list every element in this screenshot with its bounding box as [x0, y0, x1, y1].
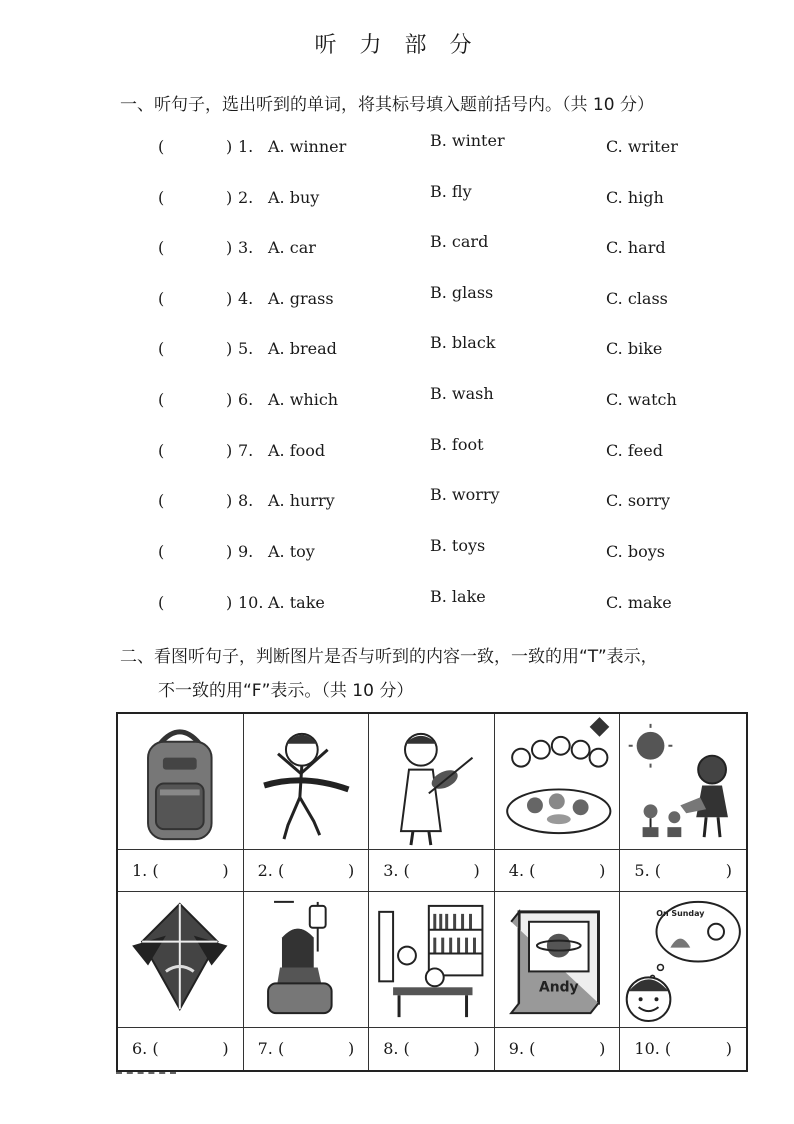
answer-label: 8. (: [383, 1039, 410, 1058]
option-b: B. worry: [430, 485, 500, 504]
question-number: 10.: [238, 593, 264, 612]
question-row: [158, 486, 718, 516]
section1-heading: 一、听句子，选出听到的单词，将其标号填入题前括号内。（共 10 分）: [120, 95, 654, 115]
answer-bracket-right: ): [226, 491, 233, 510]
answer-bracket-left[interactable]: (: [158, 390, 165, 409]
answer-bracket-right: ): [222, 1039, 229, 1058]
question-row: [158, 284, 718, 314]
picture-cell-2: [244, 714, 370, 850]
answer-label: 5. (: [634, 861, 661, 880]
option-c: C. make: [606, 593, 672, 612]
option-a: A. take: [268, 593, 325, 612]
question-row: [158, 385, 718, 415]
answer-label: 10. (: [634, 1039, 672, 1058]
question-row: [158, 334, 718, 364]
answer-bracket-left[interactable]: (: [158, 542, 165, 561]
option-a: A. which: [268, 390, 339, 409]
question-number: 6.: [238, 390, 254, 409]
answer-bracket-right: ): [599, 1039, 606, 1058]
picture-cell-5: [620, 714, 746, 850]
answer-bracket-right: ): [347, 1039, 355, 1058]
option-b: B. black: [430, 333, 496, 352]
option-a: A. bread: [268, 339, 337, 358]
answer-bracket-right: ): [725, 861, 732, 880]
answer-bracket-right: ): [473, 861, 480, 880]
option-c: C. writer: [606, 137, 678, 156]
picture-cell-7: [244, 892, 370, 1028]
answer-bracket-right: ): [222, 861, 229, 880]
answer-cell-4[interactable]: [495, 850, 621, 892]
question-row: [158, 233, 718, 263]
option-c: C. bike: [606, 339, 663, 358]
answer-bracket-left[interactable]: (: [158, 188, 165, 207]
answer-bracket-left[interactable]: (: [158, 238, 165, 257]
option-a: A. food: [268, 441, 326, 460]
picture-cell-9: [495, 892, 621, 1028]
question-number: 2.: [238, 188, 254, 207]
picture-cell-8: [369, 892, 495, 1028]
answer-label: 4. (: [508, 861, 536, 880]
answer-bracket-right: ): [226, 289, 233, 308]
option-b: B. foot: [430, 435, 484, 454]
answer-bracket-right: ): [473, 1039, 480, 1058]
option-c: C. class: [606, 289, 668, 308]
option-a: A. buy: [268, 188, 320, 207]
answer-label: 1. (: [132, 861, 159, 880]
question-number: 7.: [238, 441, 254, 460]
picture-cell-6: [118, 892, 244, 1028]
answer-cell-8[interactable]: [369, 1028, 495, 1070]
answer-bracket-right: ): [226, 137, 233, 156]
answer-label: 3. (: [383, 861, 410, 880]
girl-watering-flowers-icon: [620, 714, 746, 849]
answer-label: 2. (: [257, 861, 285, 880]
answer-label: 7. (: [257, 1039, 285, 1058]
reading-library-icon: [369, 892, 494, 1027]
option-c: C. watch: [606, 390, 677, 409]
book-title: Andy: [538, 979, 579, 996]
answer-cell-3[interactable]: [369, 850, 495, 892]
picture-cell-4: [495, 714, 621, 850]
option-b: B. card: [430, 232, 489, 251]
answer-label: 6. (: [132, 1039, 159, 1058]
answer-bracket-left[interactable]: (: [158, 137, 165, 156]
thought-text: On Sunday: [656, 908, 705, 918]
picture-cell-3: [369, 714, 495, 850]
option-c: C. feed: [606, 441, 663, 460]
section2-heading: [120, 640, 760, 708]
answer-bracket-right: ): [725, 1039, 732, 1058]
question-number: 5.: [238, 339, 254, 358]
answer-cell-7[interactable]: [244, 1028, 370, 1070]
question-row: [158, 436, 718, 466]
option-b: B. winter: [430, 131, 505, 150]
option-b: B. lake: [430, 587, 486, 606]
answer-bracket-right: ): [226, 238, 233, 257]
book-icon: [495, 892, 620, 1027]
answer-bracket-right: ): [226, 593, 233, 612]
question-row: [158, 132, 718, 162]
picture-cell-10: [620, 892, 746, 1028]
footer-divider: [116, 1072, 176, 1074]
option-a: A. winner: [268, 137, 347, 156]
option-b: B. fly: [430, 182, 472, 201]
question-row: [158, 183, 718, 213]
section2-heading-line2: 不一致的用“F”表示。（共 10 分）: [158, 681, 414, 701]
question-number: 1.: [238, 137, 254, 156]
answer-label: 9. (: [508, 1039, 536, 1058]
answer-bracket-right: ): [226, 542, 233, 561]
backpack-icon: [118, 714, 243, 849]
question-number: 8.: [238, 491, 254, 510]
section2-heading-line1: 二、看图听句子，判断图片是否与听到的内容一致，一致的用“T”表示，: [120, 647, 658, 667]
question-number: 3.: [238, 238, 254, 257]
question-row: [158, 588, 718, 618]
question-number: 4.: [238, 289, 254, 308]
answer-cell-9[interactable]: [495, 1028, 621, 1070]
answer-bracket-right: ): [226, 441, 233, 460]
answer-cell-6[interactable]: [118, 1028, 244, 1070]
question-row: [158, 537, 718, 567]
girl-finish-line-icon: [244, 714, 369, 849]
girl-violin-icon: [369, 714, 494, 849]
option-c: C. high: [606, 188, 664, 207]
family-dinner-icon: [495, 714, 620, 849]
answer-bracket-right: ): [599, 861, 606, 880]
option-b: B. glass: [430, 283, 494, 302]
option-b: B. wash: [430, 384, 494, 403]
option-c: C. boys: [606, 542, 665, 561]
answer-bracket-left[interactable]: (: [158, 339, 165, 358]
picture-cell-1: [118, 714, 244, 850]
answer-cell-5[interactable]: [620, 850, 746, 892]
option-c: C. sorry: [606, 491, 671, 510]
option-a: A. toy: [268, 542, 315, 561]
sick-girl-drip-icon: [244, 892, 369, 1027]
option-a: A. hurry: [268, 491, 335, 510]
boy-thinking-icon: [620, 892, 746, 1027]
answer-bracket-right: ): [226, 390, 233, 409]
question-number: 9.: [238, 542, 254, 561]
answer-bracket-right: ): [226, 339, 233, 358]
page-title: 听 力 部 分: [314, 33, 480, 58]
option-b: B. toys: [430, 536, 486, 555]
answer-bracket-left[interactable]: (: [158, 441, 165, 460]
picture-grid: [116, 712, 748, 1072]
option-a: A. car: [268, 238, 316, 257]
option-a: A. grass: [268, 289, 334, 308]
option-c: C. hard: [606, 238, 666, 257]
answer-bracket-left[interactable]: (: [158, 593, 165, 612]
answer-bracket-right: ): [226, 188, 233, 207]
answer-cell-2[interactable]: [244, 850, 370, 892]
kite-icon: [118, 892, 243, 1027]
answer-cell-10[interactable]: [620, 1028, 746, 1070]
answer-bracket-left[interactable]: (: [158, 289, 165, 308]
answer-bracket-left[interactable]: (: [158, 491, 165, 510]
answer-bracket-right: ): [347, 861, 355, 880]
answer-cell-1[interactable]: [118, 850, 244, 892]
